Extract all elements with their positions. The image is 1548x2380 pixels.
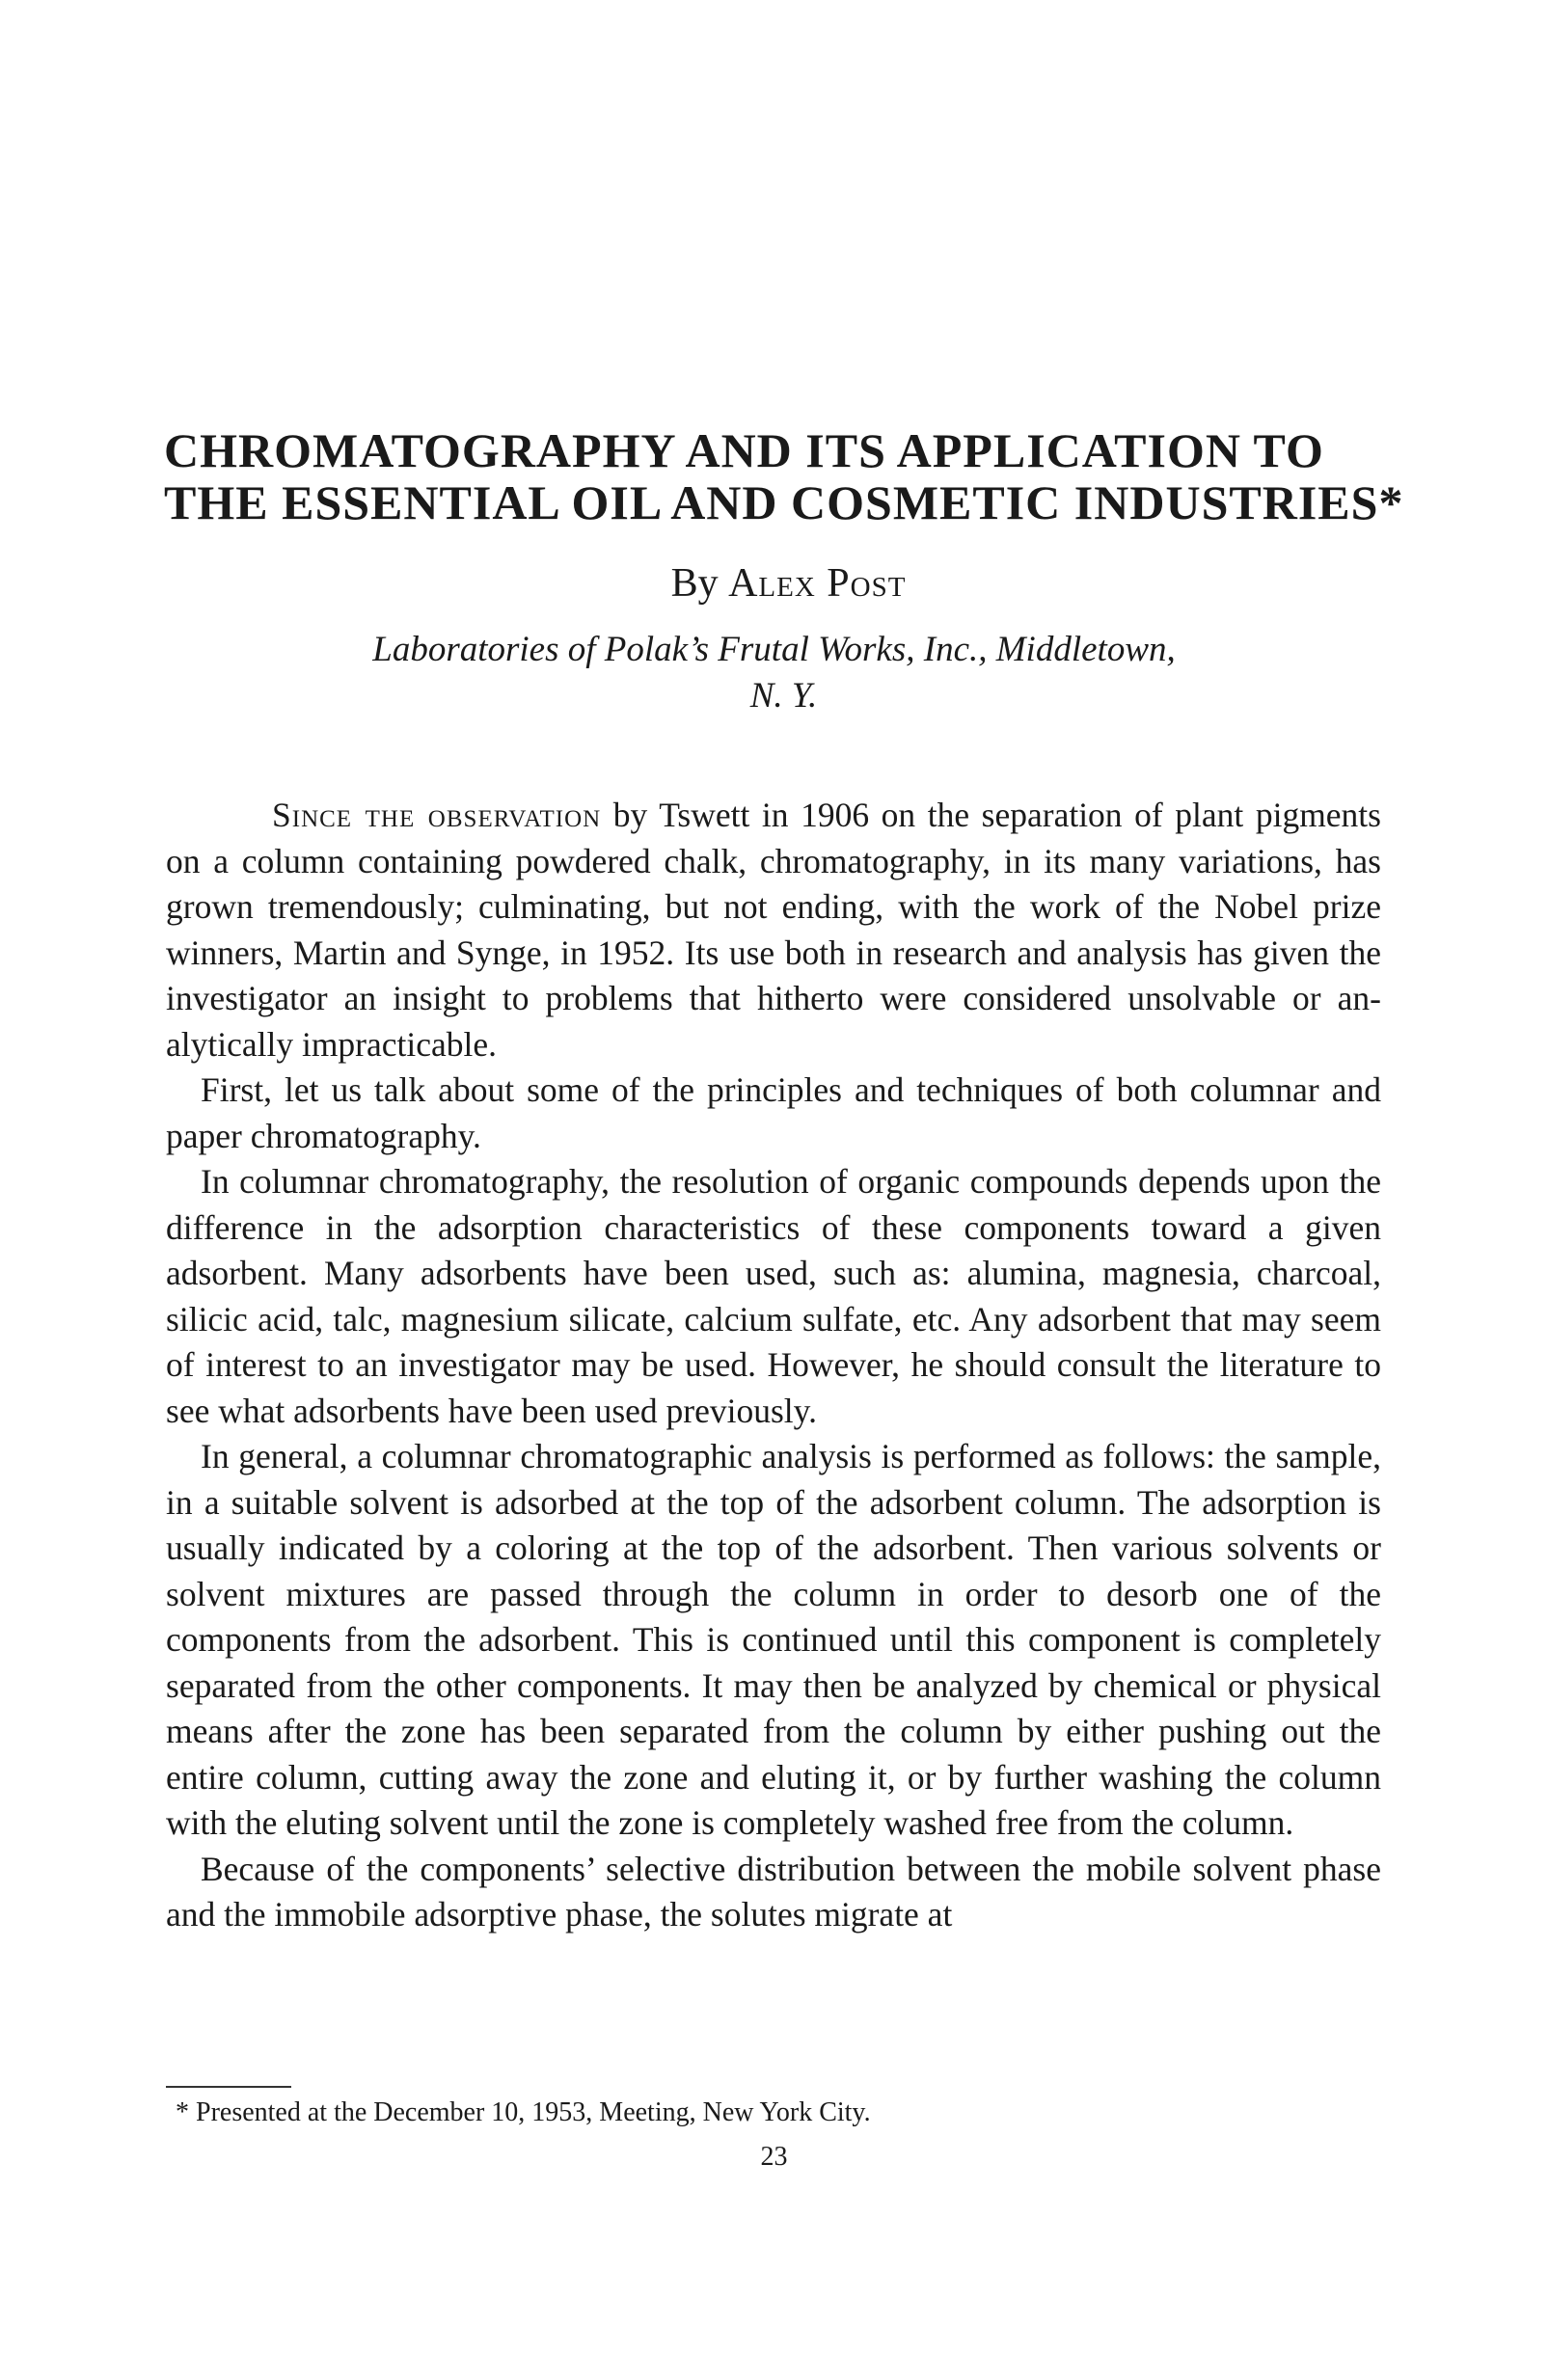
page-number: 23 [760, 2142, 788, 2172]
author-name: Alex Post [728, 561, 907, 606]
byline-prefix: By [670, 561, 719, 606]
paragraph-1-text: by Tswett in 1906 on the separation of plant pigments on a column containing powdered chalk, chromatography, in its many variations, has grown tremendously; culminating, but not ending, with the work of the Nobel prize winners, Martin and Synge, in 1952. Its use both in research and analysis has given the investigator an insight to problems that hitherto were considered unsolvable or analytically impracticable. [166, 796, 1381, 1064]
paragraph-5: Because of the components’ selective distribution between the mobile solvent phase and the immobile adsorptive phase, the solutes migrate at [166, 1849, 1381, 1934]
footnote-divider [166, 2086, 291, 2088]
paragraph-3: In columnar chromatography, the resolution of organic compounds depends upon the difference in the adsorption characteristics of these components toward a given adsorbent. Many adsorbents have been used, such as: alumina, magnesia, charcoal, silicic acid, talc, magnesium silicate, calcium sulfate, etc. Any adsorbent that may seem of interest to an investigator may be used. However, he should consult the literature to see what adsorbents have been used previously. [166, 1162, 1381, 1430]
byline [0, 559, 1548, 608]
affiliation-line-2: N. Y. [749, 676, 818, 716]
paragraph-4: In general, a columnar chromatographic analysis is performed as follows: the sample, in a suitable solvent is adsorbed at the top of the adsorbent column. The adsorption is usually indicated by a coloring at the top of the adsorbent. Then various solvents or solvent mixtures are passed through the column in order to desorb one of the components from the adsorbent. This is continued until this component is completely separated from the other components. It may then be analyzed by chemical or physical means after the zone has been separated from the column by either pushing out the entire column, cutting away the zone and eluting it, or by further washing the column with the eluting solvent until the zone is completely washed free from the column. [166, 1437, 1381, 1842]
affiliation-line-1: Laboratories of Polak’s Frutal Works, Inc., Middletown, [372, 630, 1176, 669]
article-body [166, 793, 1381, 1938]
footnote: * Presented at the December 10, 1953, Meeting, New York City. [176, 2097, 871, 2127]
paragraph-2: First, let us talk about some of the principles and techniques of both columnar and paper chromatography. [166, 1070, 1381, 1155]
article-title-line-2: THE ESSENTIAL OIL AND COSMETIC INDUSTRIES* [164, 475, 1404, 529]
article-title-line-1: CHROMATOGRAPHY AND ITS APPLICATION TO [164, 423, 1324, 477]
paragraph-1 [166, 793, 1381, 1068]
paragraph-1-lead: Since the observation [272, 796, 602, 834]
